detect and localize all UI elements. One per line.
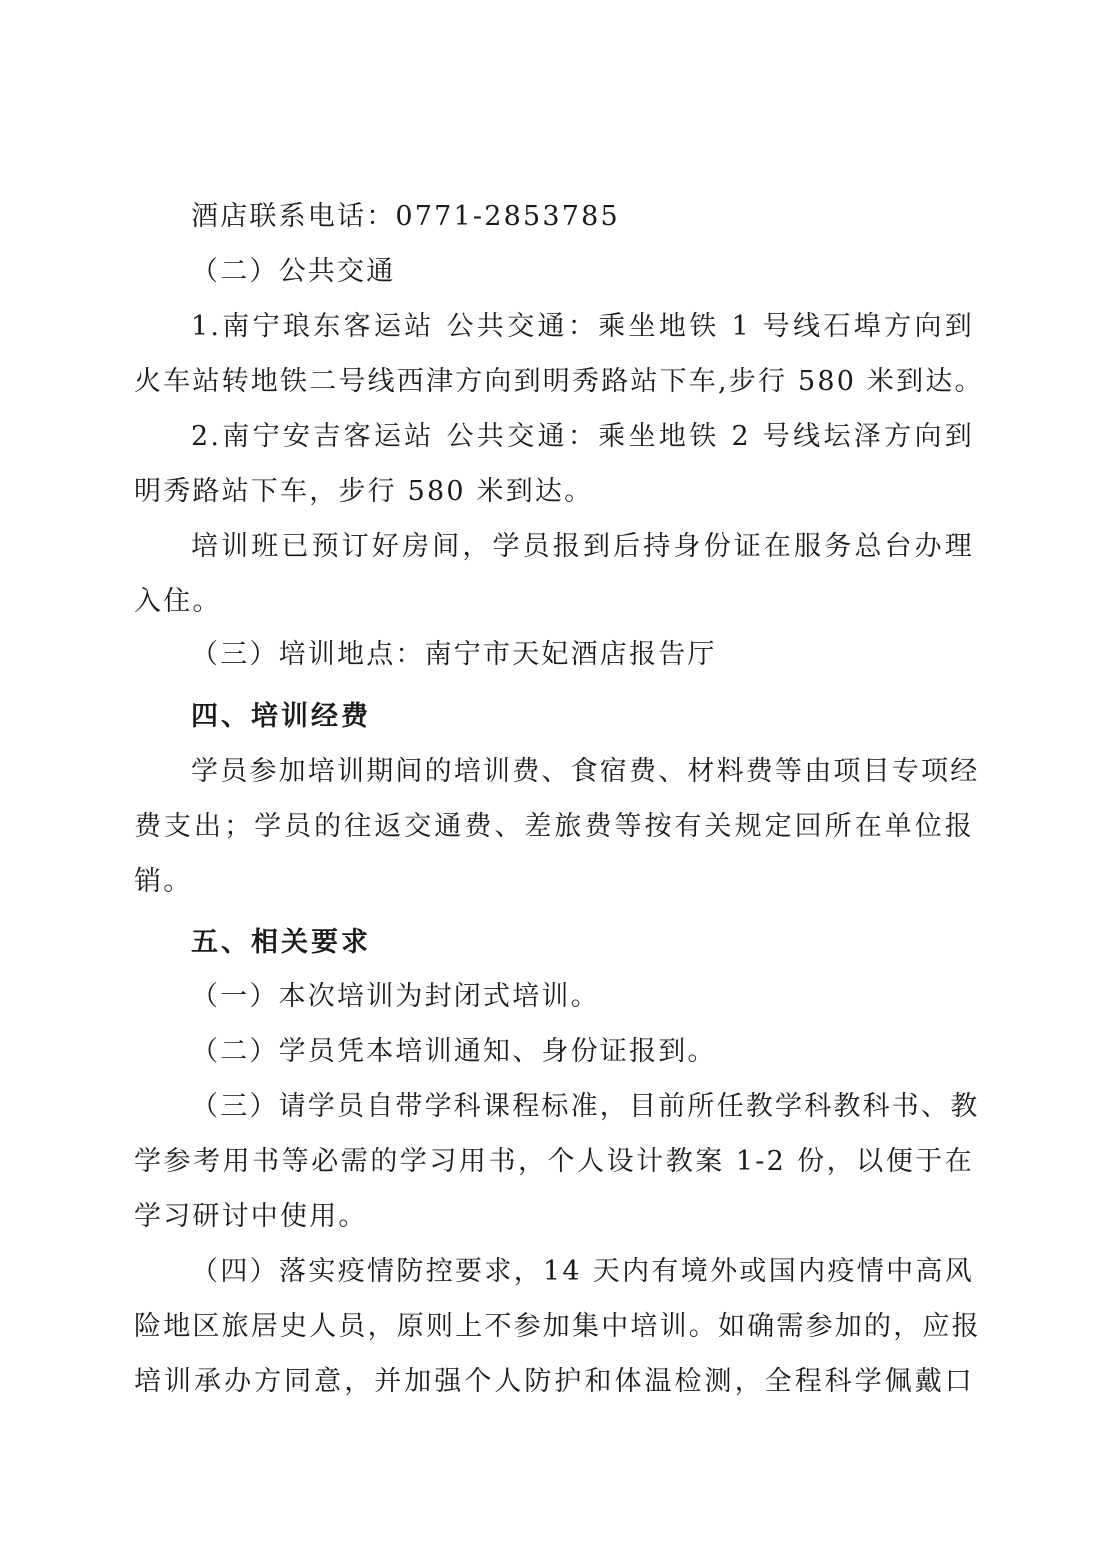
- paragraph-line: 险地区旅居史人员，原则上不参加集中培训。如确需参加的，应报: [134, 1311, 981, 1342]
- paragraph-line: 入住。: [134, 586, 222, 617]
- paragraph-line: 培训承办方同意，并加强个人防护和体温检测，全程科学佩戴口: [134, 1366, 974, 1397]
- paragraph-line: 明秀路站下车，步行 580 米到达。: [134, 476, 594, 507]
- paragraph-line: 1.南宁琅东客运站 公共交通：乘坐地铁 1 号线石埠方向到: [191, 311, 974, 342]
- paragraph-line: 学员参加培训期间的培训费、食宿费、材料费等由项目专项经: [191, 756, 980, 787]
- paragraph-line: 2.南宁安吉客运站 公共交通：乘坐地铁 2 号线坛泽方向到: [191, 421, 974, 452]
- paragraph-line: 学参考用书等必需的学习用书，个人设计教案 1-2 份，以便于在: [134, 1146, 974, 1177]
- paragraph-line: （二）学员凭本培训通知、身份证报到。: [191, 1036, 717, 1067]
- paragraph-line: （四）落实疫情防控要求，14 天内有境外或国内疫情中高风: [191, 1256, 974, 1287]
- training-location-line: （三）培训地点：南宁市天妃酒店报告厅: [191, 639, 717, 670]
- paragraph-line: 培训班已预订好房间，学员报到后持身份证在服务总台办理: [191, 531, 974, 562]
- paragraph-line: 学习研讨中使用。: [134, 1201, 368, 1232]
- paragraph-line: （三）请学员自带学科课程标准，目前所任教学科教科书、教: [191, 1091, 980, 1122]
- section-heading-requirements: 五、相关要求: [191, 927, 371, 958]
- paragraph-line: 费支出；学员的往返交通费、差旅费等按有关规定回所在单位报: [134, 811, 974, 842]
- hotel-phone-line: 酒店联系电话：0771-2853785: [191, 201, 620, 232]
- paragraph-line: （一）本次培训为封闭式培训。: [191, 981, 600, 1012]
- section-heading-fees: 四、培训经费: [191, 701, 371, 732]
- paragraph-line: 销。: [134, 866, 193, 897]
- public-transport-heading: （二）公共交通: [191, 256, 396, 287]
- paragraph-line: 火车站转地铁二号线西津方向到明秀路站下车,步行 580 米到达。: [134, 366, 984, 397]
